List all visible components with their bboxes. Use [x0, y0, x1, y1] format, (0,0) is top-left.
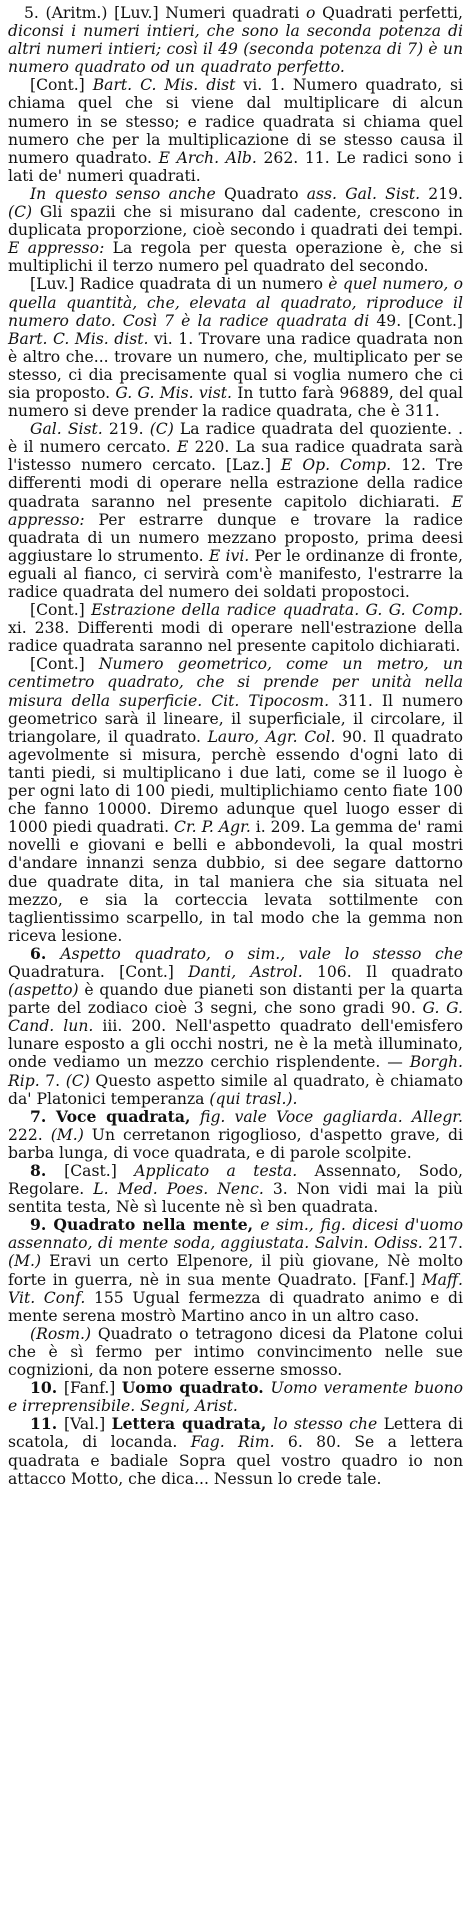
text-segment: Assennato, Sodo, Regolare. — [8, 1162, 463, 1199]
text-segment: E Arch. Alb. — [158, 148, 257, 167]
text-segment: Cr. P. Agr. — [174, 818, 251, 837]
text-segment: [Luv.] Radice quadrata di un numero — [30, 275, 329, 294]
text-segment: 222. — [8, 1125, 51, 1144]
text-segment: 219. — [420, 184, 463, 203]
text-segment: fig. vale Voce gagliarda. Allegr. — [200, 1107, 463, 1126]
text-segment: 49. [Cont.] — [369, 311, 463, 330]
text-segment: lo stesso che — [273, 1415, 378, 1434]
text-segment: Per le ordinanze di fronte, eguali al fianco, ci servirà com'è manifesto, l'estrarre la radice quadrata del numero dei soldati propostoci. — [8, 546, 463, 601]
text-segment: La radice quadrata del quoziente. . è il numero cercato. — [8, 420, 463, 457]
text-segment: Borgh. Rip. — [8, 1053, 463, 1090]
text-segment: 5. (Aritm.) [Luv.] Numeri quadrati — [24, 4, 307, 22]
text-segment: Estrazione della radice quadrata. G. G. Comp. — [91, 601, 463, 620]
text-segment: 10. — [30, 1378, 64, 1398]
text-segment: iii. 200. Nell'aspetto quadrato dell'emisfero lunare esposto a gli occhi nostri, ne è la metà illuminato, onde vediamo un mezzo cerchio risplendente. — — [8, 1017, 463, 1072]
text-segment: ass. Gal. Sist. — [306, 184, 421, 203]
text-segment: 155 Ugual fermezza di quadrato animo e di mente serena mostrò Martino anco in un altro caso. — [8, 1288, 463, 1325]
text-segment: xi. 238. Differenti modi di operare nell'estrazione della radice quadrata saranno nel presente capitolo dichiarati. — [8, 619, 463, 656]
text-segment: 6. 80. Se a lettera quadrata e badiale Sopra quel vostro quadro io non attacco Motto, che dica... Nessun lo crede tale. — [8, 1433, 463, 1488]
text-segment: Aspetto quadrato, o sim., vale lo stesso che — [60, 944, 463, 963]
text-segment: 8. — [30, 1161, 65, 1180]
text-segment: Fag. Rim. — [190, 1433, 275, 1452]
text-segment: 7. Voce quadrata, — [30, 1106, 201, 1126]
text-segment: E Op. Comp. — [280, 456, 392, 475]
text-segment: (M.) — [8, 1252, 42, 1271]
text-segment: e sim., fig. dicesi d'uomo assennato, di mente soda, aggiustata. Salvin. Odiss. — [8, 1216, 463, 1253]
text-segment: E — [176, 438, 189, 457]
text-segment: In questo senso anche — [30, 184, 216, 203]
text-segment: vi. 1. Trovare una radice quadrata non è altro che... trovare un numero, che, multiplicato per se stesso, ci dia precisamente qual si voglia numero che ci sia proposto. — [8, 329, 463, 402]
text-segment: 3. Non vidi mai la più sentita testa, Nè sì lucente nè sì ben quadrata. — [8, 1180, 463, 1217]
text-segment: G. G. Cand. lun. — [8, 999, 463, 1036]
text-segment: La regola per questa operazione è, che si multiplichi il terzo numero pel quadrato del secondo. — [8, 239, 463, 276]
text-segment: 262. 11. Le radici sono i lati de' numeri quadrati. — [8, 148, 463, 185]
text-segment: (C) — [65, 1071, 90, 1090]
text-segment: Lettera quadrata, — [111, 1414, 274, 1434]
entry-paragraph-p5-questo — [8, 185, 463, 275]
text-segment: Quadrato o tetragono dicesi da Platone colui che è sì fermo per intimo convincimento nelle sue cognizioni, da non potere esserne smosso. — [8, 1324, 463, 1380]
text-segment: i. 209. La gemma de' rami novelli e giovani e belli e abbondevoli, la qual mostri d'andare innanzi senza dubbio, si dee segare dattorno due quadrate dita, in tal maniera che sia situata nel mezzo, e sia la corteccia levata sottilmente con taglientissimo scarpello, in tal modo che la gemma non riceva lesione. — [8, 818, 463, 945]
entry-paragraph-p10 — [8, 1379, 463, 1415]
text-segment: è quel numero, o quella quantità, che, elevata al quadrato, riproduce il numero dato. Così 7 è la radice quadrata di — [8, 275, 463, 330]
text-segment: Lauro, Agr. Col. — [207, 727, 336, 746]
entry-paragraph-p11 — [8, 1415, 463, 1487]
text-segment: 11. — [30, 1414, 64, 1434]
text-segment: E appresso: — [8, 239, 105, 258]
entry-paragraph-p9 — [8, 1216, 463, 1325]
text-segment: 12. Tre differenti modi di operare nella estrazione della radice quadrata saranno nel presente capitolo dichiarati. — [8, 456, 463, 511]
text-segment: [Cast.] — [64, 1162, 135, 1180]
text-segment: Maff. Vit. Conf. — [8, 1270, 463, 1307]
text-segment: Un cerretanon rigoglioso, d'aspetto grave, di barba lunga, di voce quadrata, e di parole scolpite. — [8, 1125, 463, 1162]
text-segment: Gli spazii che si misurano dal cadente, crescono in duplicata proporzione, cioè secondo i quadrati dei tempi. — [8, 203, 463, 240]
entry-paragraph-p5-geometrico — [8, 655, 463, 945]
text-segment: (C) — [149, 420, 174, 439]
text-segment: Quadratura. [Cont.] — [8, 962, 189, 981]
text-segment: Bart. C. Mis. dist — [92, 76, 236, 95]
text-segment: Per estrarre dunque e trovare la radice quadrata di un numero mezzano proposto, prima deesi aggiustare lo strumento. — [8, 510, 463, 565]
text-segment: [Fanf.] — [63, 1379, 122, 1398]
entry-paragraph-p8 — [8, 1162, 463, 1216]
text-segment: [Val.] — [63, 1415, 112, 1434]
text-segment: Questo aspetto simile al quadrato, è chiamato da' Platonici temperanza — [8, 1071, 463, 1108]
text-segment: (qui trasl.). — [209, 1089, 298, 1108]
text-segment: 220. La sua radice quadrata sarà l'istesso numero cercato. [Laz.] — [8, 438, 464, 475]
text-segment: L. Med. Poes. Nenc. — [93, 1180, 264, 1199]
text-segment: o — [306, 4, 316, 22]
text-segment: In tutto farà 96889, del qual numero si deve prender la radice quadrata, che è 311. — [8, 383, 463, 421]
text-segment: è quando due pianeti son distanti per la quarta parte del zodiaco cioè 3 segni, che sono gradi 90. — [8, 981, 463, 1018]
entry-paragraph-p5-radice — [8, 275, 463, 420]
text-segment: G. G. Mis. vist. — [115, 383, 232, 402]
text-segment: (Rosm.) — [30, 1324, 92, 1343]
entry-paragraph-p9-rosm — [8, 1325, 463, 1379]
text-segment: 90. Il quadrato agevolmente si misura, perchè essendo d'ogni lato di tanti piedi, si multiplicano i due lati, come se il luogo è per ogni lato di 100 piedi, multiplichiamo cento fiate 100 che fanno 10000. Diremo adunque quel luogo esser di 1000 piedi quadrati. — [8, 727, 463, 837]
text-segment: Uomo quadrato. — [121, 1378, 271, 1398]
entry-paragraph-p5-cont-mis — [8, 76, 463, 185]
entry-paragraph-p5-estrazione — [8, 601, 463, 655]
entry-paragraph-p7 — [8, 1108, 463, 1162]
text-segment: 6. — [30, 943, 61, 963]
text-segment: Eravi un certo Elpenore, il più giovane, Nè molto forte in guerra, nè in sua mente Quadrato. [Fanf.] — [8, 1252, 463, 1289]
text-segment: Numero geometrico, come un metro, un centimetro quadrato, che si prende per unità nella misura della superficie. Cit. Tipocosm. — [8, 655, 463, 710]
text-segment: Lettera di scatola, di locanda. — [8, 1415, 464, 1452]
text-segment: diconsi i numeri intieri, che sono la seconda potenza di altri numeri intieri; così il 49 (seconda potenza di 7) è un numero quadrato od un quadrato perfetto. — [8, 22, 463, 77]
text-segment: Quadrato — [215, 184, 307, 203]
text-segment: (aspetto) — [8, 981, 79, 1000]
text-segment: 219. — [102, 420, 150, 439]
text-segment: Quadrati perfetti, — [315, 4, 463, 22]
text-segment: Uomo veramente buono e irreprensibile. Segni, Arist. — [8, 1379, 463, 1416]
text-segment: E ivi. — [208, 546, 250, 565]
entry-paragraph-p5-gal — [8, 420, 463, 601]
text-segment: Danti, Astrol. — [188, 962, 303, 981]
text-segment: 9. Quadrato nella mente, — [30, 1215, 261, 1235]
text-segment: E appresso: — [8, 492, 463, 529]
text-segment: (C) — [8, 203, 33, 222]
text-segment: Bart. C. Mis. dist. — [8, 329, 149, 348]
text-segment: 7. — [39, 1071, 66, 1090]
text-segment: Gal. Sist. — [30, 420, 103, 439]
text-segment: 311. Il numero geometrico sarà il lineare, il superficiale, il circolare, il triangolare, il quadrato. — [8, 691, 463, 746]
entry-paragraph-p5 — [8, 4, 463, 76]
text-segment: [Cont.] — [30, 601, 92, 620]
text-segment: vi. 1. Numero quadrato, si chiama quel che si viene dal multiplicare di alcun numero in se stesso; e radice quadrata si chiama quel numero che per la multiplicazione di se stesso causa il numero quadrato. — [8, 76, 463, 167]
text-segment: Applicato a testa. — [134, 1162, 298, 1180]
text-segment: (M.) — [50, 1125, 84, 1144]
text-segment: [Cont.] — [30, 655, 99, 674]
text-segment: 217. — [422, 1234, 463, 1253]
text-segment: [Cont.] — [30, 76, 93, 95]
text-segment: 106. Il quadrato — [302, 962, 464, 981]
dictionary-entry-text — [8, 4, 463, 1488]
entry-paragraph-p6 — [8, 945, 463, 1108]
